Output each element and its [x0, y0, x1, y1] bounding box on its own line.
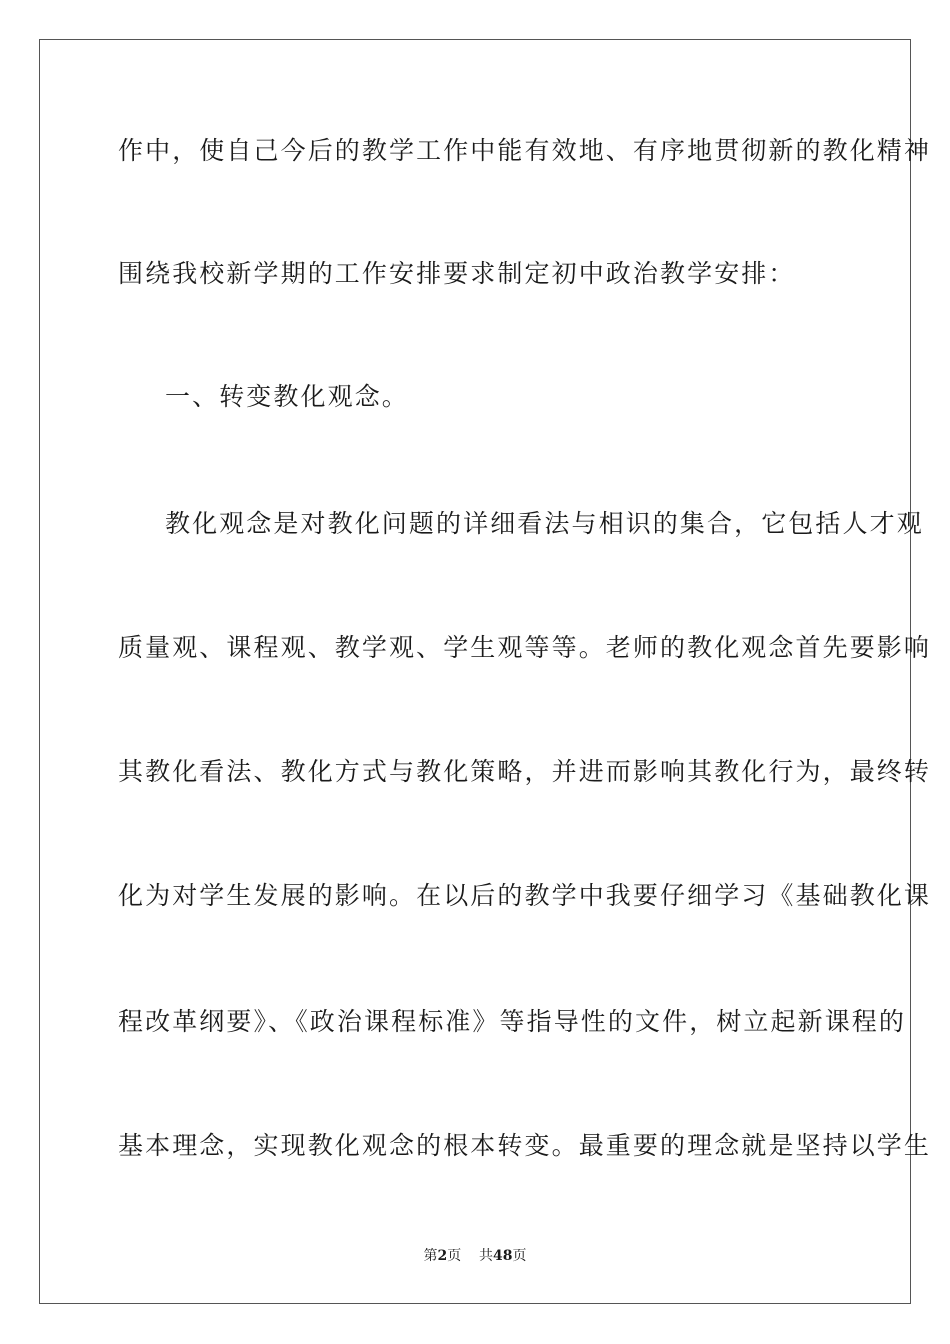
footer-total-pages: 48	[493, 1248, 513, 1264]
body-line-4: 教化观念是对教化问题的详细看法与相识的集合，它包括人才观	[165, 509, 924, 538]
footer-page-prefix: 第	[423, 1248, 438, 1264]
page-footer	[0, 1247, 950, 1265]
body-line-5: 质量观、课程观、教学观、学生观等等。老师的教化观念首先要影响	[118, 633, 932, 662]
section-heading: 一、转变教化观念。	[165, 382, 409, 411]
body-line-7: 化为对学生发展的影响。在以后的教学中我要仔细学习《基础教化课	[118, 881, 932, 910]
footer-total-suffix: 页	[512, 1248, 527, 1264]
footer-total-prefix: 共	[479, 1248, 494, 1264]
body-line-1: 作中，使自己今后的教学工作中能有效地、有序地贯彻新的教化精神	[118, 136, 932, 165]
page-border	[39, 39, 932, 1304]
body-line-8: 程改革纲要》、《政治课程标准》等指导性的文件，树立起新课程的	[118, 1007, 907, 1036]
body-line-2: 围绕我校新学期的工作安排要求制定初中政治教学安排：	[118, 259, 796, 288]
body-line-9: 基本理念，实现教化观念的根本转变。最重要的理念就是坚持以学生	[118, 1131, 932, 1160]
body-line-6: 其教化看法、教化方式与教化策略，并进而影响其教化行为，最终转	[118, 757, 932, 786]
footer-page-number: 2	[437, 1248, 448, 1264]
footer-page-suffix: 页	[447, 1248, 462, 1264]
